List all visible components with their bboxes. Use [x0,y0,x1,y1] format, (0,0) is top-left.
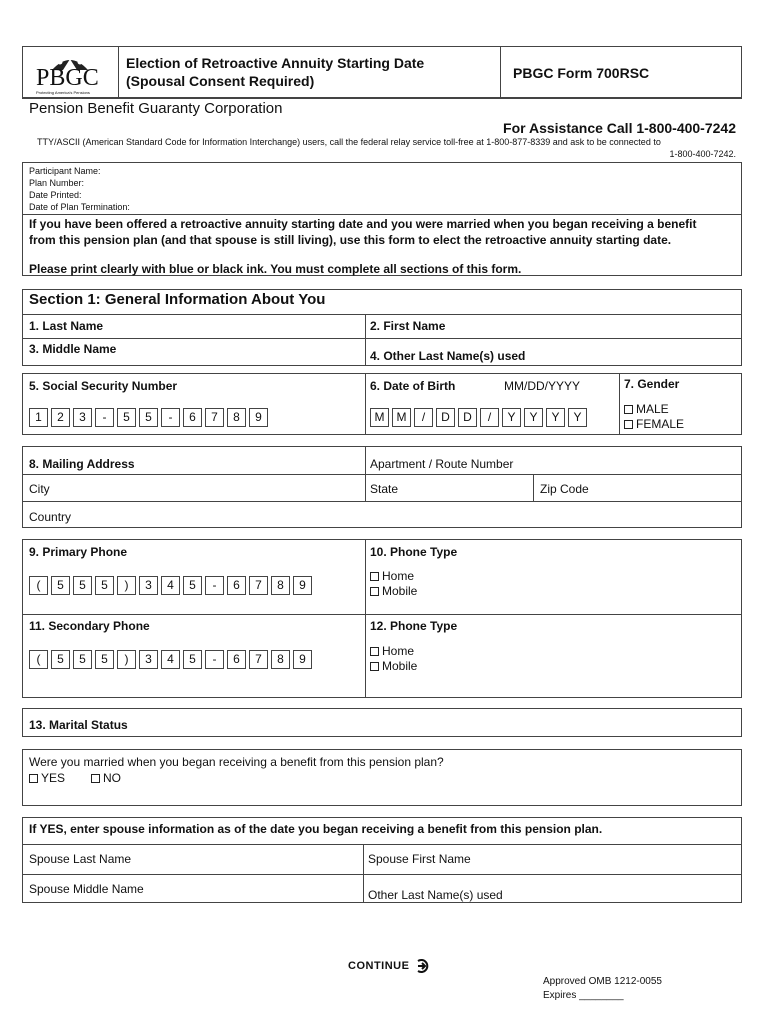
mobile-checkbox[interactable] [370,662,379,671]
phone-digit: ( [29,576,48,595]
dob-month[interactable]: M [392,408,411,427]
married-no-option[interactable] [91,771,121,785]
phone-digit[interactable]: 5 [95,650,114,669]
instructions-line1: If you have been offered a retroactive annuity starting date and you were married when you began receiving a benefit [29,217,697,231]
form-title-line2: (Spousal Consent Required) [126,73,315,89]
phone-digit[interactable]: 5 [95,576,114,595]
ssn-digit[interactable]: 2 [51,408,70,427]
zip-label[interactable]: Zip Code [540,482,589,496]
phone1-home-option[interactable] [370,569,414,583]
ssn-digit[interactable]: 6 [183,408,202,427]
dob-month[interactable]: M [370,408,389,427]
omb-approval: Approved OMB 1212-0055 [543,976,662,987]
spouse-other-names-label[interactable]: Other Last Name(s) used [368,888,503,902]
dob-year[interactable]: Y [568,408,587,427]
yes-label: YES [41,771,66,785]
phone-digit[interactable]: 4 [161,576,180,595]
phone-digit[interactable]: 7 [249,576,268,595]
logo-text: PBGC [36,65,99,91]
phone-digit: ) [117,650,136,669]
other-names-label[interactable]: 4. Other Last Name(s) used [370,349,526,363]
marital-status-label: 13. Marital Status [29,718,128,732]
middle-name-label[interactable]: 3. Middle Name [29,342,117,356]
phone-digit[interactable]: 3 [139,576,158,595]
tty-line1: TTY/ASCII (American Standard Code for Information Interchange) users, call the federal relay service toll-free at 1-800-877-8339 and ask to be connected to [37,137,661,147]
first-name-label[interactable]: 2. First Name [370,319,446,333]
primary-phone-label: 9. Primary Phone [29,545,128,559]
phone-digit[interactable]: 5 [73,576,92,595]
phone-type2-label: 12. Phone Type [370,619,458,633]
dob-year[interactable]: Y [524,408,543,427]
phone-digit[interactable]: 5 [51,576,70,595]
dob-year[interactable]: Y [502,408,521,427]
phone-digit[interactable]: 9 [293,650,312,669]
ssn-digit[interactable]: 5 [117,408,136,427]
mailing-address-label[interactable]: 8. Mailing Address [29,457,135,471]
dob-day[interactable]: D [458,408,477,427]
phone2-home-option[interactable] [370,644,414,658]
ssn-digit[interactable]: 5 [139,408,158,427]
continue-label: CONTINUE [348,960,410,972]
home-checkbox[interactable] [370,572,379,581]
home-label: Home [382,644,415,658]
ssn-label: 5. Social Security Number [29,379,178,393]
form-id: PBGC Form 700RSC [513,65,650,81]
home-label: Home [382,569,415,583]
dob-separator: / [414,408,433,427]
spouse-last-name-label[interactable]: Spouse Last Name [29,852,132,866]
date-printed: Date Printed: [29,190,82,200]
last-name-label[interactable]: 1. Last Name [29,319,104,333]
ssn-digit[interactable]: 8 [227,408,246,427]
ssn-separator: - [95,408,114,427]
no-checkbox[interactable] [91,774,100,783]
plan-termination-date: Date of Plan Termination: [29,202,130,212]
apartment-label[interactable]: Apartment / Route Number [370,457,514,471]
phone-digit[interactable]: 5 [51,650,70,669]
no-label: NO [103,771,121,785]
ssn-separator: - [161,408,180,427]
tty-line2: 1-800-400-7242. [669,149,736,159]
dob-label: 6. Date of Birth [370,379,456,393]
phone-digit[interactable]: 5 [183,650,202,669]
section1-title: Section 1: General Information About You [29,291,326,308]
ssn-digit[interactable]: 9 [249,408,268,427]
male-label: MALE [636,402,669,416]
country-label[interactable]: Country [29,510,72,524]
agency-name: Pension Benefit Guaranty Corporation [29,100,283,117]
phone-digit[interactable]: 7 [249,650,268,669]
instructions-line2: from this pension plan (and that spouse is still living), use this form to elect the retroactive annuity starting date. [29,233,672,247]
phone-digit[interactable]: 3 [139,650,158,669]
dob-separator: / [480,408,499,427]
married-yes-option[interactable] [29,771,65,785]
dob-year[interactable]: Y [546,408,565,427]
spouse-middle-name-label[interactable]: Spouse Middle Name [29,882,144,896]
ssn-boxes[interactable] [29,408,271,427]
female-label: FEMALE [636,417,685,431]
continue-arrow-icon [415,958,431,974]
phone-digit: - [205,650,224,669]
logo-tagline: Protecting America's Pensions [36,90,90,95]
phone-digit[interactable]: 8 [271,576,290,595]
mobile-label: Mobile [382,659,418,673]
yes-checkbox[interactable] [29,774,38,783]
phone-digit: ) [117,576,136,595]
dob-format: MM/DD/YYYY [504,379,581,393]
participant-name: Participant Name: [29,166,101,176]
phone-digit[interactable]: 6 [227,576,246,595]
secondary-phone-boxes[interactable] [29,650,315,669]
dob-day[interactable]: D [436,408,455,427]
state-label[interactable]: State [370,482,399,496]
gender-label: 7. Gender [624,377,680,391]
gender-male-option[interactable] [624,402,669,416]
male-checkbox[interactable] [624,405,633,414]
primary-phone-boxes[interactable] [29,576,315,595]
instructions-line3: Please print clearly with blue or black ink. You must complete all sections of this form. [29,262,522,276]
mobile-checkbox[interactable] [370,587,379,596]
phone-digit[interactable]: 5 [73,650,92,669]
continue-indicator[interactable] [348,958,431,974]
phone-digit[interactable]: 8 [271,650,290,669]
female-checkbox[interactable] [624,420,633,429]
ssn-digit[interactable]: 1 [29,408,48,427]
home-checkbox[interactable] [370,647,379,656]
secondary-phone-label: 11. Secondary Phone [29,619,150,633]
spouse-first-name-label[interactable]: Spouse First Name [368,852,471,866]
phone-digit[interactable]: 9 [293,576,312,595]
plan-number: Plan Number: [29,178,85,188]
married-question: Were you married when you began receiving a benefit from this pension plan? [29,755,444,769]
spouse-intro: If YES, enter spouse information as of the date you began receiving a benefit from this pension plan. [29,822,603,836]
assistance-phone: For Assistance Call 1-800-400-7242 [503,120,736,136]
phone-type1-label: 10. Phone Type [370,545,458,559]
phone1-mobile-option[interactable] [370,584,417,598]
form-title-line1: Election of Retroactive Annuity Starting Date [126,55,425,71]
phone-digit: ( [29,650,48,669]
phone-digit: - [205,576,224,595]
expires: Expires ________ [543,990,624,1001]
phone-digit[interactable]: 6 [227,650,246,669]
phone-digit[interactable]: 5 [183,576,202,595]
dob-boxes[interactable] [370,408,590,427]
phone-digit[interactable]: 4 [161,650,180,669]
phone2-mobile-option[interactable] [370,659,417,673]
ssn-digit[interactable]: 3 [73,408,92,427]
mobile-label: Mobile [382,584,418,598]
pbgc-logo [30,48,110,96]
ssn-digit[interactable]: 7 [205,408,224,427]
marital-box [22,708,742,737]
gender-female-option[interactable] [624,417,684,431]
city-label[interactable]: City [29,482,50,496]
